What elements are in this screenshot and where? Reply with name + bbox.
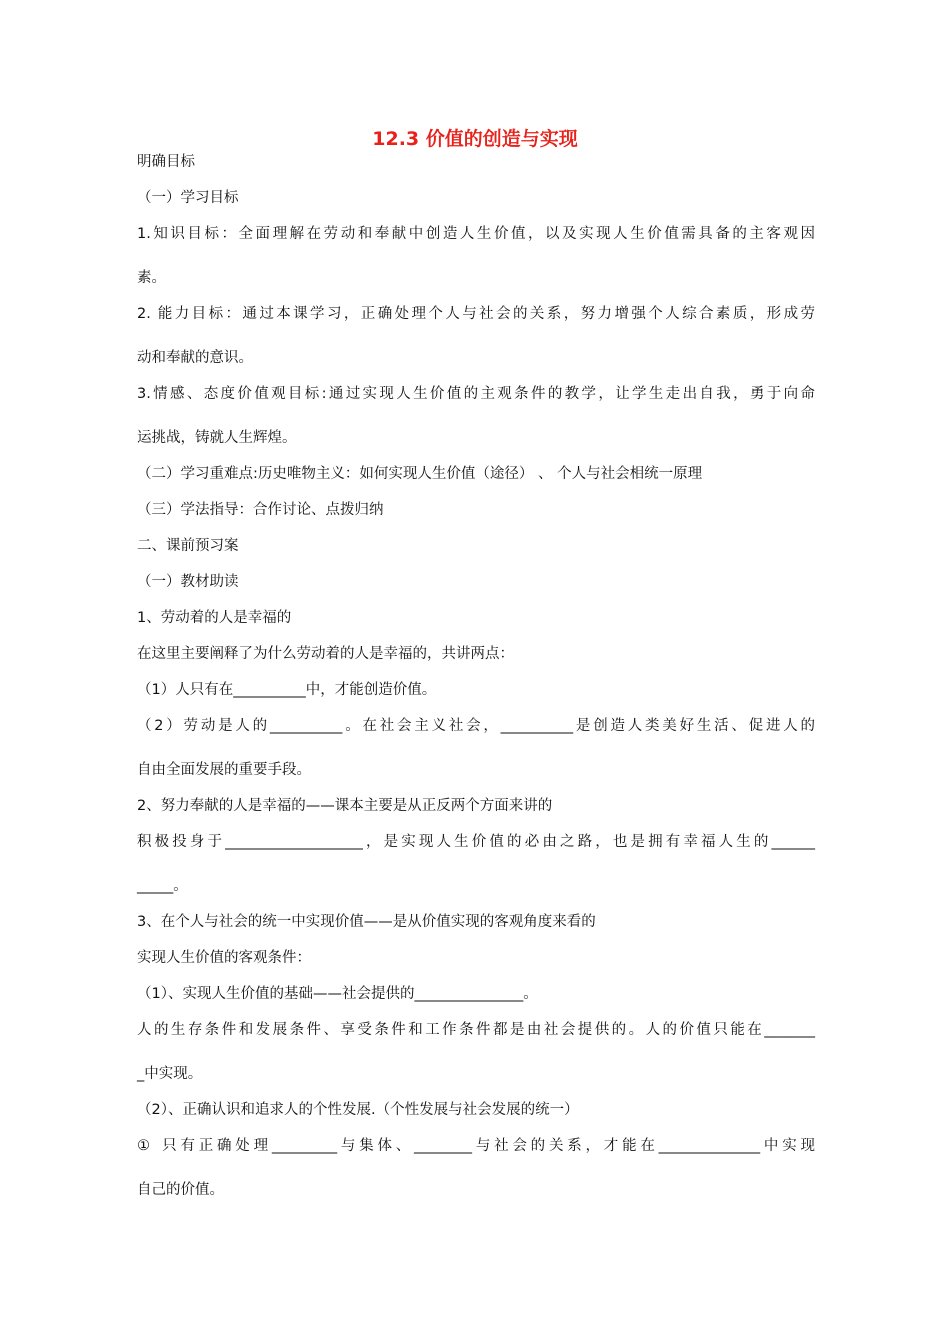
paragraph-knowledge-goal: 1.知识目标：全面理解在劳动和奉献中创造人生价值，以及实现人生价值需具备的主客观因 (137, 226, 815, 242)
fill-blank-6: ① 只有正确处理_________与集体、________与社会的关系，才能在______________中实现 (137, 1138, 815, 1154)
item-labor-happiness: 1、劳动着的人是幸福的 (137, 610, 292, 626)
paragraph-ability-goal: 2. 能力目标：通过本课学习，正确处理个人与社会的关系，努力增强个人综合素质，形成劳 (137, 306, 815, 322)
fill-blank-5: 人的生存条件和发展条件、享受条件和工作条件都是由社会提供的。人的价值只能在_______ (137, 1022, 815, 1038)
fill-blank-4: （1）、实现人生价值的基础——社会提供的_______________。 (137, 986, 538, 1002)
fill-blank-3-cont: _____。 (137, 878, 188, 894)
heading-preview: 二、课前预习案 (137, 538, 239, 554)
fill-blank-1: （1）人只有在__________中，才能创造价值。 (137, 682, 437, 698)
paragraph-objective-conditions: 实现人生价值的客观条件： (137, 950, 311, 966)
subheading-textbook-reading: （一）教材助读 (137, 574, 239, 590)
paragraph-personality-development: （2）、正确认识和追求人的个性发展.（个性发展与社会发展的统一） (137, 1102, 579, 1118)
paragraph-attitude-goal: 3.情感、态度价值观目标:通过实现人生价值的主观条件的教学，让学生走出自我，勇于向命 (137, 386, 815, 402)
item-dedication-happiness: 2、努力奉献的人是幸福的——课本主要是从正反两个方面来讲的 (137, 798, 553, 814)
fill-blank-3: 积极投身于___________________，是实现人生价值的必由之路，也是拥有幸福人生的______ (137, 834, 815, 850)
fill-blank-6-cont: 自己的价值。 (137, 1182, 224, 1198)
fill-blank-5-cont: _中实现。 (137, 1066, 203, 1082)
paragraph-attitude-goal-cont: 运挑战，铸就人生辉煌。 (137, 430, 297, 446)
paragraph-ability-goal-cont: 动和奉献的意识。 (137, 350, 253, 366)
subheading-learning-goals: （一）学习目标 (137, 190, 239, 206)
page-title: 12.3 价值的创造与实现 (372, 128, 578, 150)
paragraph-knowledge-goal-cont: 素。 (137, 270, 166, 286)
fill-blank-2-cont: 自由全面发展的重要手段。 (137, 762, 311, 778)
document-body (137, 150, 815, 1214)
item-individual-society: 3、在个人与社会的统一中实现价值——是从价值实现的客观角度来看的 (137, 914, 596, 930)
paragraph-method-guide: （三）学法指导：合作讨论、点拨归纳 (137, 502, 384, 518)
paragraph-key-points: （二）学习重难点:历史唯物主义：如何实现人生价值（途径） 、 个人与社会相统一原理 (137, 466, 703, 482)
paragraph-labor-intro: 在这里主要阐释了为什么劳动着的人是幸福的，共讲两点： (137, 646, 514, 662)
heading-goals: 明确目标 (137, 154, 195, 170)
fill-blank-2: （2）劳动是人的__________。在社会主义社会，__________是创造人类美好生活、促进人的 (137, 718, 815, 734)
